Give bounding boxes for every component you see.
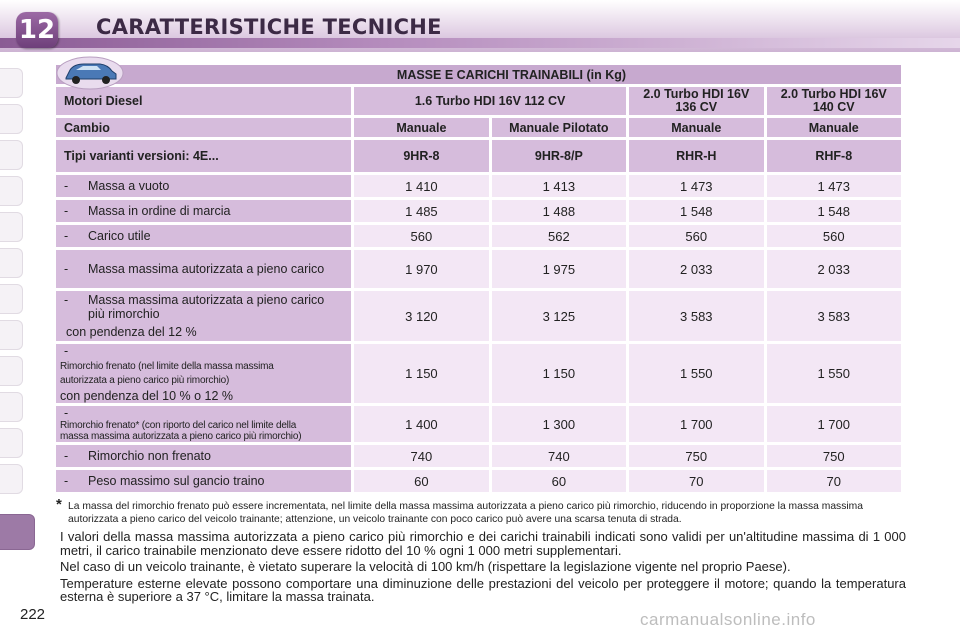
table-cell: 1 410: [354, 175, 488, 197]
row-dash: -: [64, 474, 69, 488]
row-label: [56, 470, 351, 492]
row-label: [56, 344, 351, 403]
side-tab-active[interactable]: [0, 514, 35, 550]
variant-cell: RHR-H: [629, 140, 763, 172]
engine-row: [56, 87, 901, 115]
table-cell: 2 033: [629, 250, 763, 288]
table-cell: 3 583: [629, 291, 763, 341]
row-label-text: Massa in ordine di marcia: [88, 204, 231, 218]
engine-label: Motori Diesel: [56, 87, 351, 115]
page-header: [0, 0, 960, 52]
row-dash: -: [64, 449, 69, 463]
side-tab[interactable]: [0, 320, 23, 350]
row-label-text: Carico utile: [88, 229, 151, 243]
row-label-text: Massa massima autorizzata a pieno carico più rimorchio: [88, 293, 325, 321]
table-cell: 3 120: [354, 291, 488, 341]
table-cell: 750: [767, 445, 902, 467]
table-cell: 70: [767, 470, 902, 492]
table-cell: 3 125: [492, 291, 626, 341]
side-tab[interactable]: [0, 392, 23, 422]
chapter-badge: 12: [16, 12, 58, 48]
table-row: [56, 250, 901, 288]
variant-row: [56, 140, 901, 172]
row-label-text: Peso massimo sul gancio traino: [88, 474, 265, 488]
row-label: [56, 445, 351, 467]
variant-label: [56, 140, 351, 172]
row-dash: -: [64, 229, 69, 243]
table-cell: 1 550: [629, 344, 763, 403]
paragraph: Temperature esterne elevate possono comportare una diminuzione delle prestazioni del veicolo per proteggere il motore; quando la temperatura esterna è superiore a 37 °C, limitare la massa trainata.: [60, 575, 906, 604]
table-cell: 740: [354, 445, 488, 467]
row-label-text: Massa massima autorizzata a pieno carico: [88, 262, 325, 276]
table-row: [56, 470, 901, 492]
table-cell: 1 413: [492, 175, 626, 197]
side-tab[interactable]: [0, 104, 23, 134]
side-tab[interactable]: [0, 212, 23, 242]
side-tab[interactable]: [0, 284, 23, 314]
table-caption: MASSE E CARICHI TRAINABILI (in Kg): [56, 65, 901, 84]
row-label-group: [60, 358, 322, 403]
row-dash: -: [64, 344, 69, 358]
gearbox-cell: Manuale: [354, 118, 488, 137]
side-tab[interactable]: [0, 248, 23, 278]
variant-label-text: Tipi varianti versioni: 4E...: [64, 149, 219, 163]
table-row: [56, 291, 901, 341]
table-cell: 750: [629, 445, 763, 467]
row-dash: -: [64, 204, 69, 218]
table-cell: 560: [629, 225, 763, 247]
row-label-text: Massa a vuoto: [88, 179, 170, 193]
car-icon: [56, 56, 124, 90]
paragraph: I valori della massa massima autorizzata a pieno carico più rimorchio e dei carichi trainabili indicati sono validi per un'altitudine massima di 1 000 metri, il carico trainabile menzionato deve essere ridotto del 10 % ogni 1 000 metri supplementari.: [60, 529, 906, 558]
table-cell: 1 485: [354, 200, 488, 222]
gearbox-row: [56, 118, 901, 137]
variant-cell: 9HR-8: [354, 140, 488, 172]
table-cell: 1 150: [354, 344, 488, 403]
row-label-text: Rimorchio non frenato: [88, 449, 211, 463]
variant-cell: 9HR-8/P: [492, 140, 626, 172]
table-cell: 560: [354, 225, 488, 247]
row-label-text: Rimorchio frenato (nel limite della massa massima autorizzata a pieno carico più rimorchio): [60, 361, 274, 386]
side-tab[interactable]: [0, 68, 23, 98]
gearbox-label: Cambio: [56, 118, 351, 137]
side-tab[interactable]: [0, 176, 23, 206]
table-row: [56, 344, 901, 403]
side-tabs: [0, 60, 24, 580]
row-label: [56, 175, 351, 197]
side-tab[interactable]: [0, 464, 23, 494]
table-cell: 60: [492, 470, 626, 492]
engine-cell: 2.0 Turbo HDI 16V 136 CV: [629, 87, 763, 115]
row-sublabel: con pendenza del 12 %: [66, 325, 197, 339]
row-label: [56, 225, 351, 247]
masses-table: [53, 62, 904, 495]
table-cell: 1 473: [629, 175, 763, 197]
table-row: [56, 200, 901, 222]
table-cell: 60: [354, 470, 488, 492]
watermark: carmanualsonline.info: [640, 610, 816, 629]
masses-table-container: [56, 62, 904, 495]
table-row: [56, 406, 901, 442]
table-row: [56, 225, 901, 247]
table-caption-row: [56, 65, 901, 84]
row-label: [56, 291, 351, 341]
footnote: [56, 496, 906, 526]
footnote-text: La massa del rimorchio frenato può essere incrementata, nel limite della massa massima autorizzata a pieno carico più rimorchio, riducendo in proporzione la massa massima autorizzata a pieno carico del veicolo trainante; attenzione, un veicolo trainante con poco carico può avere una scarsa tenuta di strada.: [68, 501, 863, 525]
table-cell: 1 548: [767, 200, 902, 222]
table-cell: 1 150: [492, 344, 626, 403]
engine-cell: 1.6 Turbo HDI 16V 112 CV: [354, 87, 626, 115]
table-cell: 1 700: [629, 406, 763, 442]
row-label-group: [66, 293, 338, 339]
side-tab[interactable]: [0, 428, 23, 458]
table-cell: 1 550: [767, 344, 902, 403]
table-cell: 1 473: [767, 175, 902, 197]
table-cell: 1 700: [767, 406, 902, 442]
table-cell: 2 033: [767, 250, 902, 288]
table-cell: 1 300: [492, 406, 626, 442]
table-cell: 1 970: [354, 250, 488, 288]
page-title: CARATTERISTICHE TECNICHE: [96, 15, 442, 39]
row-label: [56, 406, 351, 442]
table-cell: 1 488: [492, 200, 626, 222]
page-number: 222: [20, 606, 46, 623]
row-label: [56, 200, 351, 222]
gearbox-cell: Manuale: [629, 118, 763, 137]
table-cell: 3 583: [767, 291, 902, 341]
side-tab[interactable]: [0, 140, 23, 170]
row-label: [56, 250, 351, 288]
engine-cell: 2.0 Turbo HDI 16V 140 CV: [767, 87, 902, 115]
footnote-star: *: [56, 496, 62, 513]
table-cell: 560: [767, 225, 902, 247]
row-dash: -: [64, 406, 69, 420]
paragraph: Nel caso di un veicolo trainante, è vietato superare la velocità di 100 km/h (rispettare la legislazione vigente nel proprio Paese).: [60, 559, 791, 574]
table-cell: 70: [629, 470, 763, 492]
table-cell: 562: [492, 225, 626, 247]
table-cell: 1 975: [492, 250, 626, 288]
row-sublabel: con pendenza del 10 % o 12 %: [60, 389, 234, 403]
row-label-text: Rimorchio frenato* (con riporto del carico nel limite della massa massima autorizzata a pieno carico più rimorchio): [60, 420, 302, 442]
gearbox-cell: Manuale: [767, 118, 902, 137]
table-cell: 1 548: [629, 200, 763, 222]
row-dash: -: [64, 262, 69, 276]
table-cell: 1 400: [354, 406, 488, 442]
table-cell: 740: [492, 445, 626, 467]
side-tab[interactable]: [0, 356, 23, 386]
body-text: [60, 530, 906, 607]
variant-cell: RHF-8: [767, 140, 902, 172]
gearbox-cell: Manuale Pilotato: [492, 118, 626, 137]
header-band: [0, 38, 960, 48]
table-row: [56, 175, 901, 197]
table-row: [56, 445, 901, 467]
row-dash: -: [64, 179, 69, 193]
row-dash: -: [64, 293, 69, 307]
